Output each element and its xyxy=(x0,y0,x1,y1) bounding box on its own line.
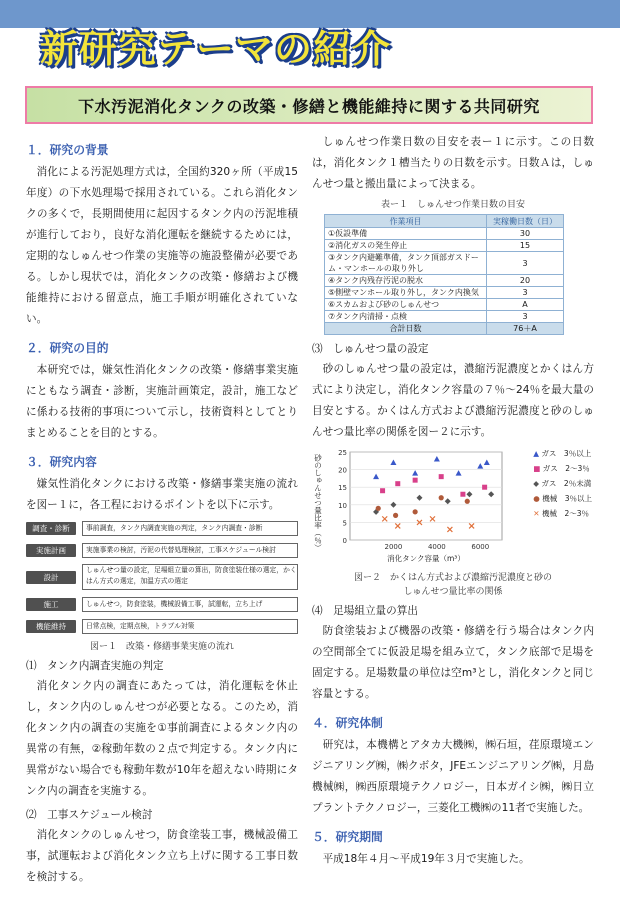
flow-step xyxy=(26,520,298,536)
subsection-text: 防食塗装および機器の改築・修繕を行う場合はタンク内の空間部全てに仮設足場を組み立て，タンク底部で足場を固定する。足場数量の単位は空m³とし，消化タンクと同じ容量とする。 xyxy=(312,625,594,700)
table-header: 作業項目 xyxy=(325,215,487,228)
figure-2-chart xyxy=(312,446,594,571)
flow-step xyxy=(26,596,298,612)
flow-step-label: 施工 xyxy=(26,598,76,611)
legend-entry xyxy=(533,506,592,521)
table-cell: 15 xyxy=(487,240,564,252)
table-row xyxy=(325,240,564,252)
figure-1-caption: 図ー１ 改築・修繕事業実施の流れ xyxy=(89,642,234,652)
y-tick-label: 5 xyxy=(342,519,347,528)
flow-step-label: 実施計画 xyxy=(26,544,76,557)
table-cell: ⑤側壁マンホール取り外し，タンク内換気 xyxy=(325,287,487,299)
y-axis-label: 砂のしゅんせつ量比率（％） xyxy=(313,454,323,552)
y-tick-label: 10 xyxy=(338,501,347,510)
table-row xyxy=(325,311,564,323)
section-heading-purpose: ２．研究の目的 xyxy=(26,341,109,355)
legend-label: 機械 3％以上 xyxy=(542,494,592,503)
y-tick-label: 15 xyxy=(338,484,347,493)
intro-text: しゅんせつ作業日数の目安を表ー１に示す。この日数は，消化タンク１槽当たりの日数を示す。日数Ａは，しゅんせつ量と搬出量によって決まる。 xyxy=(312,136,594,190)
table-row xyxy=(325,252,564,275)
data-point xyxy=(380,488,385,493)
y-tick-label: 20 xyxy=(338,466,347,475)
x-axis-label: 消化タンク容量（m³） xyxy=(387,554,465,563)
data-point xyxy=(393,513,398,518)
table-header: 実稼働日数（日） xyxy=(487,215,564,228)
left-column xyxy=(26,132,298,891)
legend-entry xyxy=(533,476,592,491)
table-cell: ④タンク内残存汚泥の脱水 xyxy=(325,275,487,287)
legend-marker: ✕ xyxy=(533,509,542,518)
table-cell: 合計日数 xyxy=(325,323,487,335)
page-title: 新研究テーマの紹介 xyxy=(40,27,392,71)
flow-step-text: しゅんせつ，防食塗装，機械設備工事，試運転，立ち上げ xyxy=(82,597,298,612)
data-point xyxy=(413,509,418,514)
article-title: 下水汚泥消化タンクの改築・修繕と機能維持に関する共同研究 xyxy=(78,96,540,116)
section-heading-background: １．研究の背景 xyxy=(26,143,109,157)
y-tick-label: 25 xyxy=(338,449,347,457)
y-tick-label: 0 xyxy=(342,537,347,545)
legend-label: 機械 2〜3％ xyxy=(541,509,589,518)
data-point xyxy=(413,478,418,483)
flow-diagram xyxy=(26,520,298,634)
article-title-banner xyxy=(25,86,593,124)
table-cell: A xyxy=(487,299,564,311)
subsection-heading: ⑵ 工事スケジュール検討 xyxy=(26,809,153,821)
table-cell: 20 xyxy=(487,275,564,287)
table-row xyxy=(325,275,564,287)
table-cell: ③タンク内避難準備，タンク頂部ガスドーム・マンホールの取り外し xyxy=(325,252,487,275)
section-text-organization: 研究は，本機構とアタカ大機㈱，㈱石垣，荏原環境エンジニアリング㈱，㈱クボタ，JFEエンジニアリング㈱，月島機械㈱，㈱西原環境テクノロジー，日本ガイシ㈱，㈱日立プラントテクノロジー，三菱化工機㈱の11者で実施した。 xyxy=(312,739,594,814)
section-text-content: 嫌気性消化タンクにおける改築・修繕事業実施の流れを図ー１に，各工程におけるポイントを以下に示す。 xyxy=(26,478,298,511)
flow-step xyxy=(26,618,298,634)
legend-marker: ▲ xyxy=(533,449,542,458)
table-cell: 3 xyxy=(487,287,564,299)
table-header-row xyxy=(325,215,564,228)
table-cell: ⑦タンク内清掃・点検 xyxy=(325,311,487,323)
data-point xyxy=(465,499,470,504)
table-1-caption: 表ー１ しゅんせつ作業日数の目安 xyxy=(380,200,525,210)
flow-step-text: 事前調査，タンク内調査実施の判定，タンク内調査・診断 xyxy=(82,521,298,536)
work-days-table xyxy=(324,214,564,335)
section-heading-organization: ４．研究体制 xyxy=(312,716,383,730)
x-tick-label: 6000 xyxy=(471,543,490,551)
legend-label: ガス 2〜3％ xyxy=(542,464,590,473)
flow-step-text: 実施事業の検討，汚泥の代替処理検討，工事スケジュール検討 xyxy=(82,543,298,558)
subsection-text: 消化タンクのしゅんせつ，防食塗装工事，機械設備工事，試運転および消化タンク立ち上げに関する工事日数を検討する。 xyxy=(26,829,298,883)
data-point xyxy=(482,485,487,490)
table-cell: ⑥スカムおよび砂のしゅんせつ xyxy=(325,299,487,311)
data-point xyxy=(376,506,381,511)
data-point xyxy=(395,481,400,486)
table-cell: 76＋A xyxy=(487,323,564,335)
legend-label: ガス 3％以上 xyxy=(541,449,592,458)
legend-marker: ■ xyxy=(533,464,543,473)
legend-entry xyxy=(533,446,592,461)
legend-marker: ◆ xyxy=(533,479,542,488)
table-cell: 3 xyxy=(487,311,564,323)
subsection-heading: ⑴ タンク内調査実施の判定 xyxy=(26,660,164,672)
subsection-text: 砂のしゅんせつ量の設定は，濃縮汚泥濃度とかくはん方式により決定し，消化タンク容量の７％〜24％を最大量の目安とする。かくはん方式および濃縮汚泥濃度と砂のしゅんせつ量比率の関係を図ー２に示す。 xyxy=(312,363,594,438)
subsection-text: 消化タンク内の調査にあたっては，消化運転を休止し，タンク内のしゅんせつが必要となる。このため，消化タンク内の調査の実施を①事前調査によるタンク内の異常の有無，②稼動年数の２点で判定する。タンク内に異常がない場合でも稼動年数が10年を超えない時期にタンク内の調査を実施する。 xyxy=(26,680,298,797)
table-row xyxy=(325,228,564,240)
section-text-purpose: 本研究では，嫌気性消化タンクの改築・修繕事業実施にともなう調査・診断，実施計画策定，設計，施工などに係わる技術的事項について示し，技術資料としてとりまとめることを目的とする。 xyxy=(26,364,298,439)
flow-step-label: 設計 xyxy=(26,571,76,584)
table-row xyxy=(325,299,564,311)
table-cell: 30 xyxy=(487,228,564,240)
table-total-row xyxy=(325,323,564,335)
section-heading-content: ３．研究内容 xyxy=(26,455,97,469)
table-row xyxy=(325,287,564,299)
data-point xyxy=(460,492,465,497)
data-point xyxy=(439,474,444,479)
x-tick-label: 2000 xyxy=(384,543,403,551)
flow-step-label: 調査・診断 xyxy=(26,522,76,535)
section-heading-period: ５．研究期間 xyxy=(312,830,383,844)
figure-2-caption-line2: しゅんせつ量比率の関係 xyxy=(403,587,503,597)
chart-legend xyxy=(533,446,592,521)
flow-step-label: 機能維持 xyxy=(26,620,76,633)
legend-entry xyxy=(533,461,592,476)
table-cell: ①仮設準備 xyxy=(325,228,487,240)
x-tick-label: 4000 xyxy=(427,543,446,551)
section-text-background: 消化による汚泥処理方式は，全国約320ヶ所（平成15年度）の下水処理場で採用されている。これら消化タンクの多くで，長期間使用に起因するタンク内の汚泥堆積が進行しており，良好な消化運転を継続するためには，定期的なしゅんせつ作業の実施等の施設整備が必要である。しかし現状では，消化タンクの改築・修繕および機能維持における留意点，施工手順が明確化されていない。 xyxy=(26,166,298,325)
flow-step xyxy=(26,542,298,558)
table-cell: ②消化ガスの発生停止 xyxy=(325,240,487,252)
legend-entry xyxy=(533,491,592,506)
legend-marker: ● xyxy=(533,494,543,503)
legend-label: ガス 2％未満 xyxy=(541,479,592,488)
subsection-heading: ⑶ しゅんせつ量の設定 xyxy=(312,343,429,355)
table-cell: 3 xyxy=(487,252,564,275)
flow-step-text: しゅんせつ量の設定，足場組立量の算出，防食塗装仕様の選定，かくはん方式の選定，加温方式の選定 xyxy=(82,564,298,590)
figure-2-caption-line1: 図ー２ かくはん方式および濃縮汚泥濃度と砂の xyxy=(353,573,552,583)
flow-step-text: 日常点検，定期点検，トラブル対策 xyxy=(82,619,298,634)
subsection-heading: ⑷ 足場組立量の算出 xyxy=(312,605,418,617)
flow-step xyxy=(26,564,298,590)
right-column xyxy=(312,132,594,873)
section-text-period: 平成18年４月〜平成19年３月で実施した。 xyxy=(322,853,530,865)
data-point xyxy=(439,495,444,500)
